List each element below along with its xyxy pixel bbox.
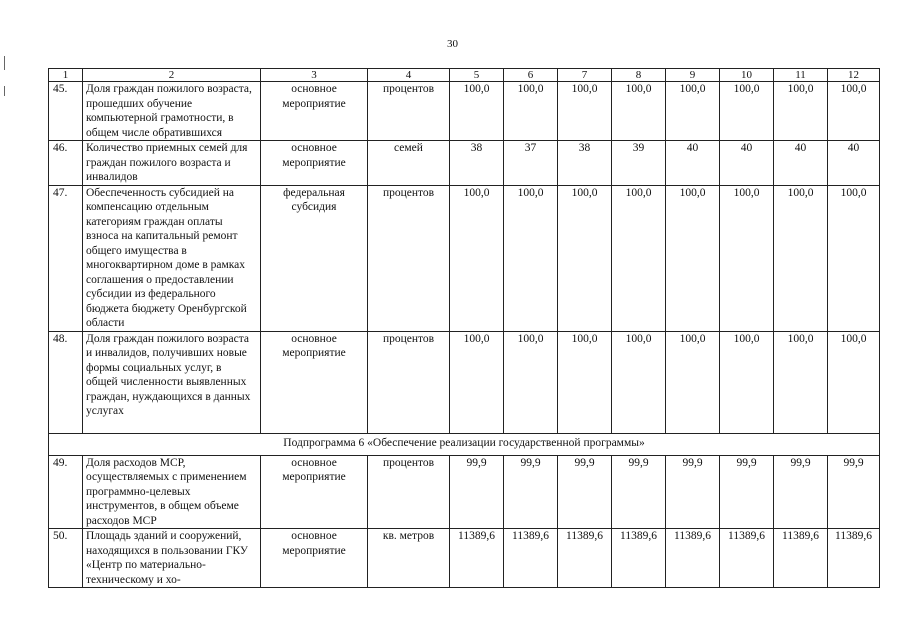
indicator-name: Доля граждан пожилого возраста и инвалидов, получивших новые формы социальных услуг, в общей численности выявленных граждан, нуждающихся в данных услугах [83, 331, 261, 433]
indicator-name: Количество приемных семей для граждан пожилого возраста и инвалидов [83, 141, 261, 186]
value-cell: 100,0 [720, 331, 774, 433]
value-cell: 100,0 [558, 185, 612, 331]
value-cell: 38 [558, 141, 612, 186]
value-cell: 100,0 [666, 331, 720, 433]
row-number: 50. [49, 529, 83, 588]
unit-cell: процентов [368, 455, 450, 529]
value-cell: 11389,6 [828, 529, 880, 588]
value-cell: 100,0 [666, 82, 720, 141]
value-cell: 100,0 [450, 185, 504, 331]
value-cell: 99,9 [774, 455, 828, 529]
value-cell: 99,9 [666, 455, 720, 529]
value-cell: 11389,6 [612, 529, 666, 588]
header-cell: 5 [450, 69, 504, 82]
margin-mark [4, 86, 5, 96]
header-cell: 9 [666, 69, 720, 82]
value-cell: 100,0 [450, 82, 504, 141]
row-number: 47. [49, 185, 83, 331]
value-cell: 100,0 [504, 331, 558, 433]
value-cell: 100,0 [774, 331, 828, 433]
margin-mark [4, 56, 5, 70]
header-cell: 8 [612, 69, 666, 82]
indicator-type: основное мероприятие [261, 141, 368, 186]
value-cell: 99,9 [504, 455, 558, 529]
value-cell: 100,0 [720, 82, 774, 141]
header-cell: 12 [828, 69, 880, 82]
value-cell: 100,0 [720, 185, 774, 331]
indicator-table [48, 68, 880, 588]
value-cell: 38 [450, 141, 504, 186]
value-cell: 40 [828, 141, 880, 186]
header-cell: 3 [261, 69, 368, 82]
value-cell: 99,9 [450, 455, 504, 529]
header-cell: 6 [504, 69, 558, 82]
table-row [49, 331, 880, 433]
value-cell: 99,9 [828, 455, 880, 529]
unit-cell: семей [368, 141, 450, 186]
unit-cell: кв. метров [368, 529, 450, 588]
header-cell: 7 [558, 69, 612, 82]
value-cell: 40 [666, 141, 720, 186]
value-cell: 100,0 [504, 82, 558, 141]
value-cell: 11389,6 [504, 529, 558, 588]
value-cell: 100,0 [612, 82, 666, 141]
row-number: 45. [49, 82, 83, 141]
value-cell: 100,0 [558, 331, 612, 433]
indicator-name: Доля расходов МСР, осуществляемых с применением программно-целевых инструментов, в общем объеме расходов МСР [83, 455, 261, 529]
value-cell: 100,0 [828, 185, 880, 331]
header-cell: 2 [83, 69, 261, 82]
indicator-name: Площадь зданий и сооружений, находящихся в пользовании ГКУ «Центр по материально-техническому и хо- [83, 529, 261, 588]
value-cell: 99,9 [558, 455, 612, 529]
header-cell: 11 [774, 69, 828, 82]
header-row [49, 69, 880, 82]
indicator-type: основное мероприятие [261, 455, 368, 529]
value-cell: 100,0 [828, 82, 880, 141]
value-cell: 100,0 [504, 185, 558, 331]
value-cell: 11389,6 [450, 529, 504, 588]
value-cell: 40 [720, 141, 774, 186]
value-cell: 11389,6 [558, 529, 612, 588]
value-cell: 99,9 [720, 455, 774, 529]
indicator-type: основное мероприятие [261, 331, 368, 433]
table-row [49, 529, 880, 588]
value-cell: 11389,6 [774, 529, 828, 588]
table-row [49, 455, 880, 529]
value-cell: 100,0 [558, 82, 612, 141]
value-cell: 11389,6 [666, 529, 720, 588]
value-cell: 11389,6 [720, 529, 774, 588]
value-cell: 100,0 [450, 331, 504, 433]
value-cell: 100,0 [774, 185, 828, 331]
value-cell: 99,9 [612, 455, 666, 529]
value-cell: 37 [504, 141, 558, 186]
row-number: 46. [49, 141, 83, 186]
value-cell: 100,0 [612, 185, 666, 331]
unit-cell: процентов [368, 185, 450, 331]
table-row [49, 141, 880, 186]
value-cell: 39 [612, 141, 666, 186]
unit-cell: процентов [368, 331, 450, 433]
table-row [49, 185, 880, 331]
header-cell: 10 [720, 69, 774, 82]
value-cell: 40 [774, 141, 828, 186]
indicator-name: Обеспеченность субсидией на компенсацию отдельным категориям граждан оплаты взноса на капитальный ремонт общего имущества в многоквартирном доме в рамках соглашения о предоставлении субсидии из федерального бюджета бюджету Оренбургской области [83, 185, 261, 331]
value-cell: 100,0 [774, 82, 828, 141]
subprogram-row [49, 433, 880, 455]
header-cell: 1 [49, 69, 83, 82]
page-number: 30 [447, 38, 458, 50]
row-number: 49. [49, 455, 83, 529]
indicator-name: Доля граждан пожилого возраста, прошедших обучение компьютерной грамотности, в общем числе обратившихся [83, 82, 261, 141]
indicator-type: основное мероприятие [261, 82, 368, 141]
indicator-type: основное мероприятие [261, 529, 368, 588]
table-row [49, 82, 880, 141]
value-cell: 100,0 [612, 331, 666, 433]
row-number: 48. [49, 331, 83, 433]
unit-cell: процентов [368, 82, 450, 141]
subprogram-title: Подпрограмма 6 «Обеспечение реализации государственной программы» [49, 433, 880, 455]
header-cell: 4 [368, 69, 450, 82]
value-cell: 100,0 [828, 331, 880, 433]
indicator-type: федеральная субсидия [261, 185, 368, 331]
value-cell: 100,0 [666, 185, 720, 331]
